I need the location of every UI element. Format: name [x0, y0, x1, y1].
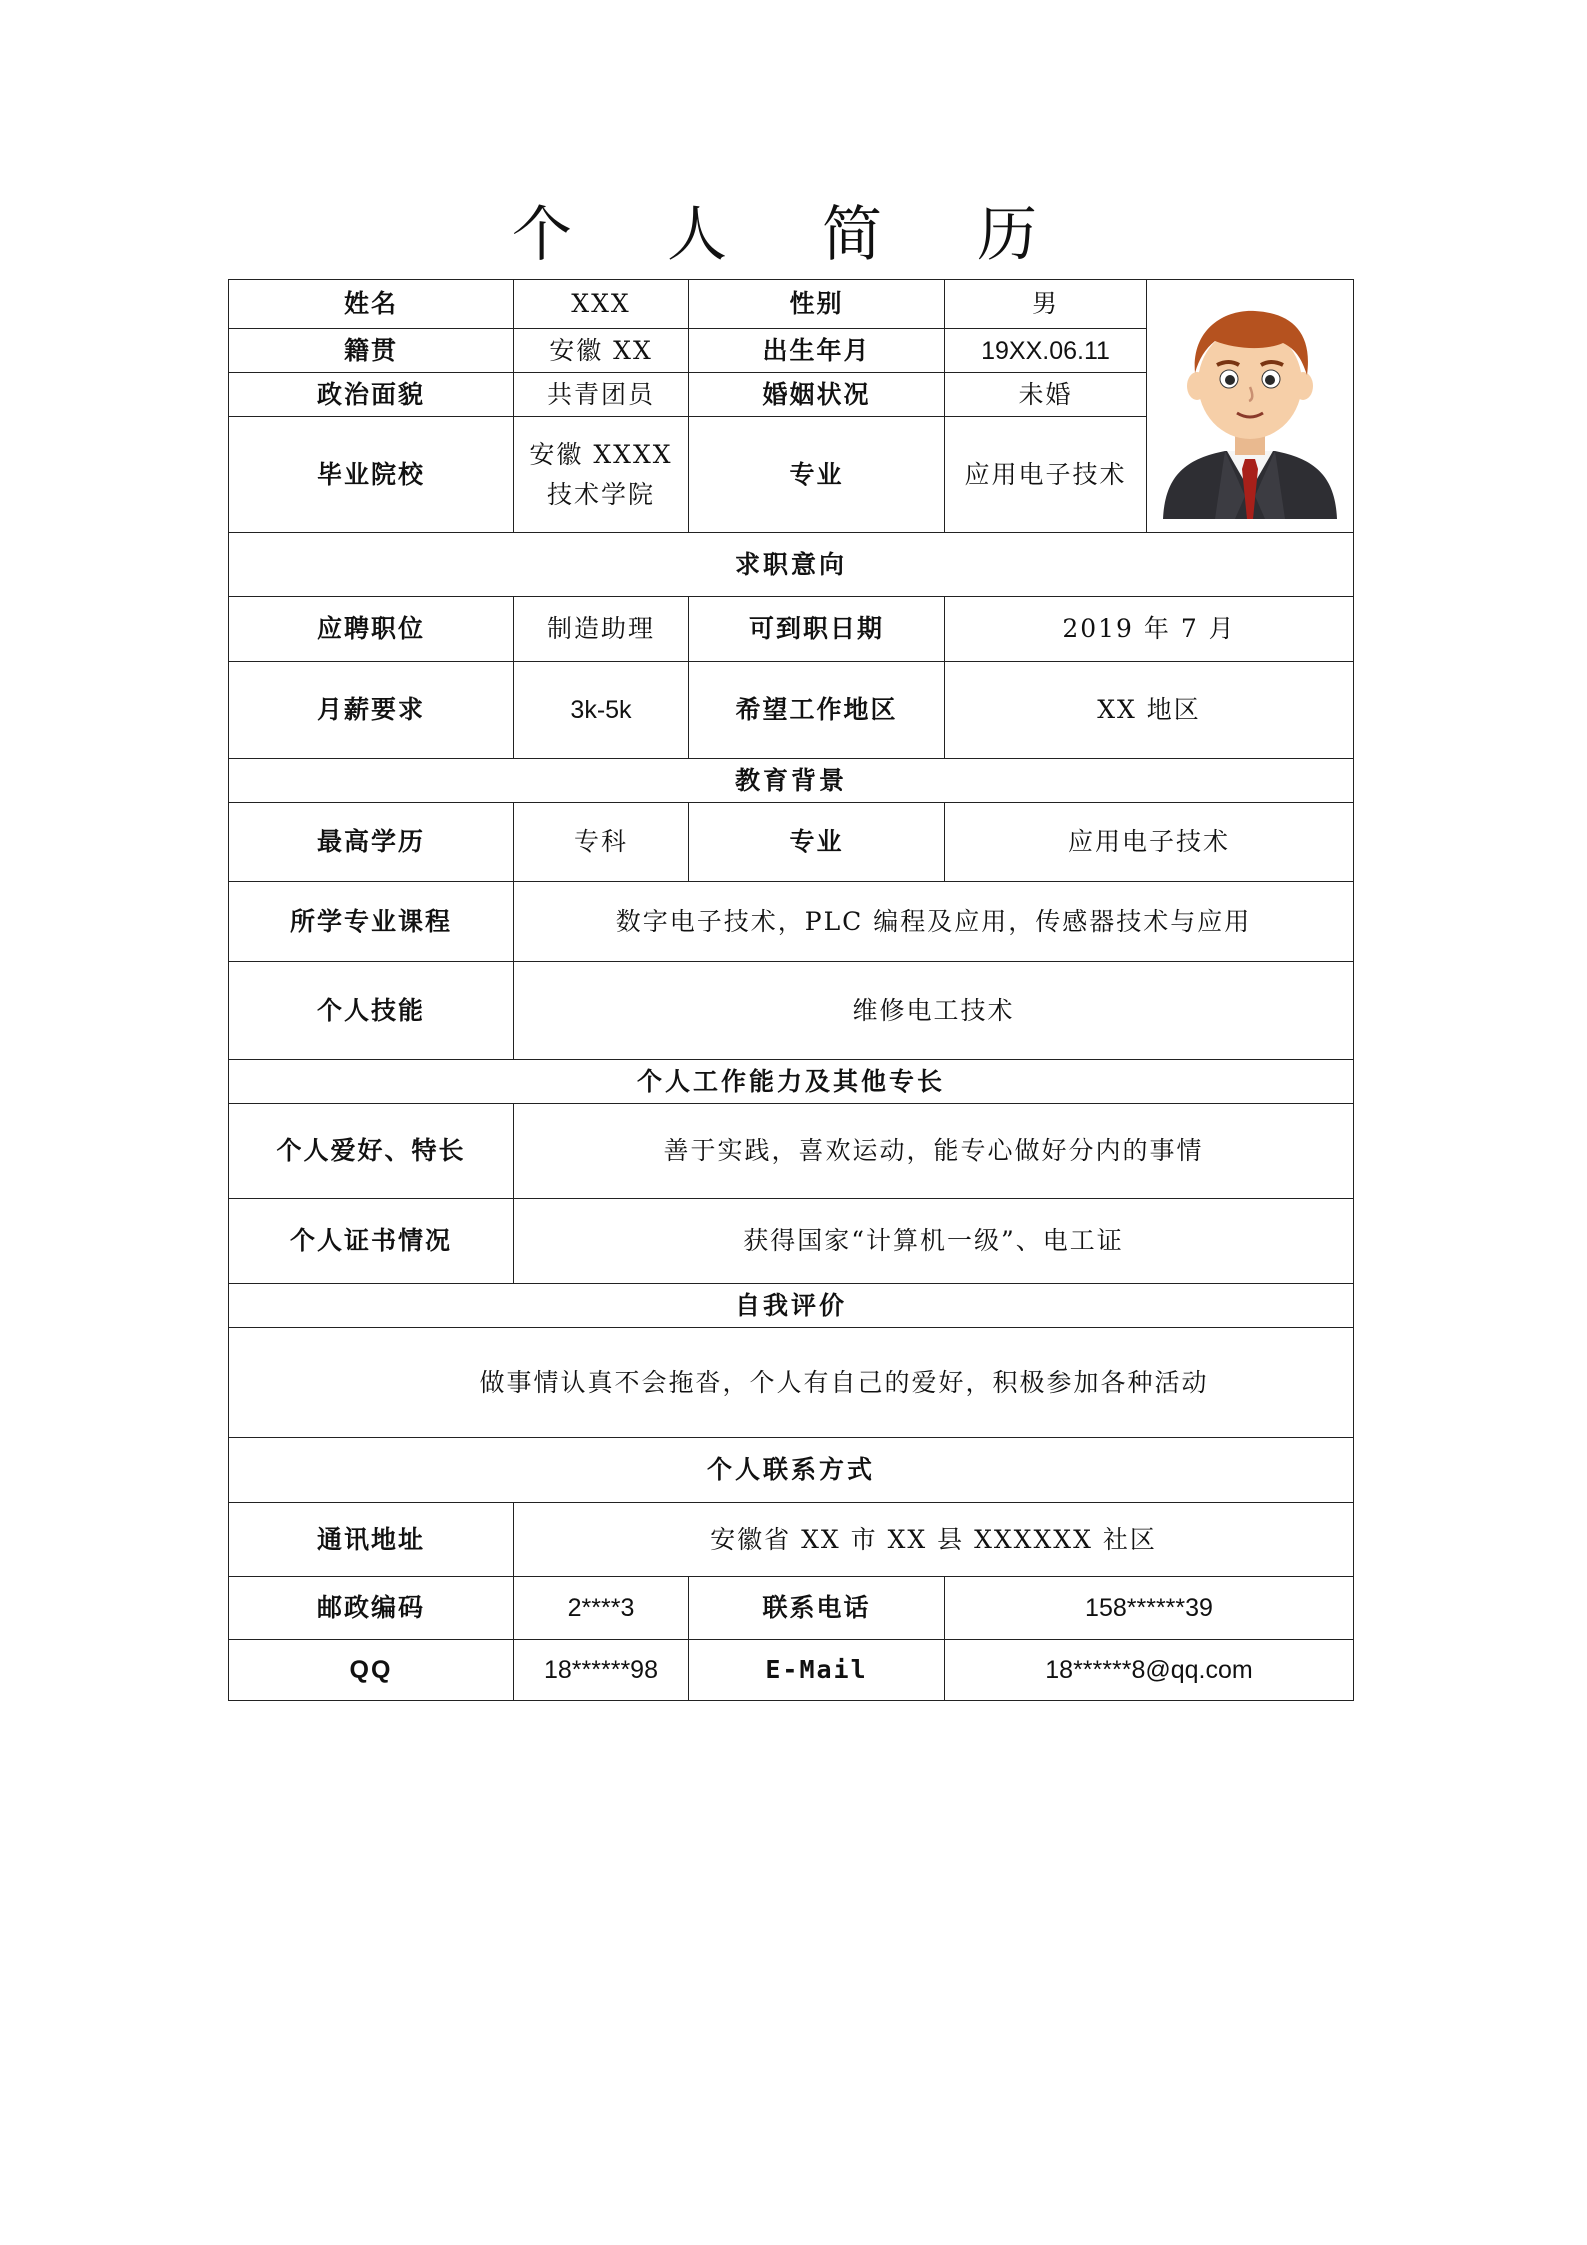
position-value: 制造助理: [514, 597, 689, 662]
qq-value: 18******98: [514, 1640, 689, 1701]
address-label: 通讯地址: [229, 1503, 514, 1577]
courses-value: 数字电子技术，PLC 编程及应用，传感器技术与应用: [514, 882, 1354, 962]
school-value-line2: 技术学院: [546, 479, 655, 509]
photo-cell: [1147, 280, 1354, 533]
courses-label: 所学专业课程: [229, 882, 514, 962]
marital-label: 婚姻状况: [689, 373, 945, 417]
edu-major-label: 专业: [689, 803, 945, 882]
self-eval-text: 做事情认真不会拖沓，个人有自己的爱好，积极参加各种活动: [229, 1328, 1354, 1438]
address-value: 安徽省 XX 市 XX 县 XXXXXX 社区: [514, 1503, 1354, 1577]
postcode-value: 2****3: [514, 1577, 689, 1640]
salary-value: 3k-5k: [514, 662, 689, 759]
origin-value: 安徽 XX: [514, 329, 689, 373]
political-value: 共青团员: [514, 373, 689, 417]
name-label: 姓名: [229, 280, 514, 329]
birth-value: 19XX.06.11: [945, 329, 1147, 373]
name-value: XXX: [514, 280, 689, 329]
hobby-label: 个人爱好、特长: [229, 1104, 514, 1199]
cert-value: 获得国家“计算机一级”、电工证: [514, 1199, 1354, 1284]
salary-label: 月薪要求: [229, 662, 514, 759]
school-value-line1: 安徽 XXXX: [529, 439, 673, 469]
origin-label: 籍贯: [229, 329, 514, 373]
start-date-label: 可到职日期: [689, 597, 945, 662]
school-value: [514, 417, 689, 533]
area-label: 希望工作地区: [689, 662, 945, 759]
major-label: 专业: [689, 417, 945, 533]
degree-value: 专科: [514, 803, 689, 882]
section-ability-title: 个人工作能力及其他专长: [229, 1060, 1354, 1104]
page-title: 个 人 简 历: [511, 200, 1076, 270]
edu-major-value: 应用电子技术: [945, 803, 1354, 882]
section-contact-title: 个人联系方式: [229, 1438, 1354, 1503]
phone-value: 158******39: [945, 1577, 1354, 1640]
postcode-label: 邮政编码: [229, 1577, 514, 1640]
section-self-eval-title: 自我评价: [229, 1284, 1354, 1328]
hobby-value: 善于实践，喜欢运动，能专心做好分内的事情: [514, 1104, 1354, 1199]
cartoon-man-avatar-icon: [1155, 291, 1345, 521]
start-date-value: 2019 年 7 月: [945, 597, 1354, 662]
degree-label: 最高学历: [229, 803, 514, 882]
gender-value: 男: [945, 280, 1147, 329]
email-value: 18******8@qq.com: [945, 1640, 1354, 1701]
marital-value: 未婚: [945, 373, 1147, 417]
position-label: 应聘职位: [229, 597, 514, 662]
birth-label: 出生年月: [689, 329, 945, 373]
phone-label: 联系电话: [689, 1577, 945, 1640]
area-value: XX 地区: [945, 662, 1354, 759]
cert-label: 个人证书情况: [229, 1199, 514, 1284]
resume-table: [228, 279, 1354, 1701]
email-label: E-Mail: [689, 1640, 945, 1701]
political-label: 政治面貌: [229, 373, 514, 417]
section-job-title: 求职意向: [229, 533, 1354, 597]
section-education-title: 教育背景: [229, 759, 1354, 803]
qq-label: QQ: [229, 1640, 514, 1701]
gender-label: 性别: [689, 280, 945, 329]
skills-value: 维修电工技术: [514, 962, 1354, 1060]
skills-label: 个人技能: [229, 962, 514, 1060]
school-label: 毕业院校: [229, 417, 514, 533]
major-value: 应用电子技术: [945, 417, 1147, 533]
